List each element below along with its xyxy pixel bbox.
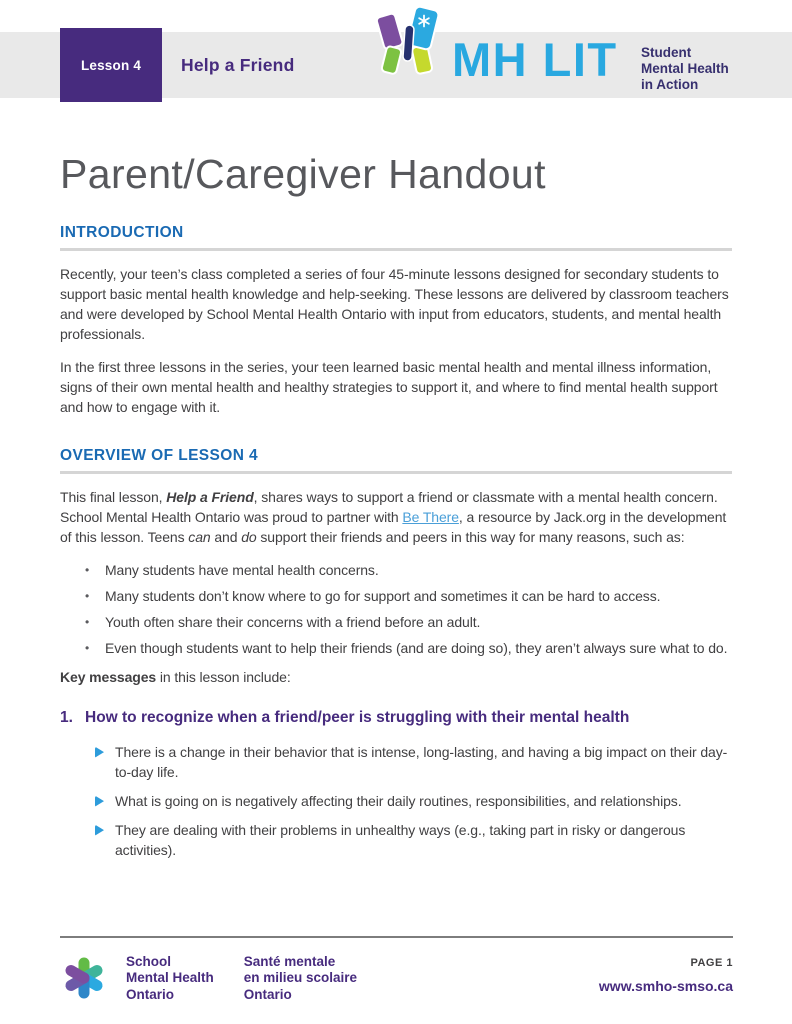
key-message-1-heading bbox=[60, 708, 732, 727]
overview-paragraph bbox=[60, 487, 732, 547]
list-item bbox=[60, 586, 732, 606]
overview-heading: OVERVIEW OF LESSON 4 bbox=[60, 447, 259, 465]
key-messages-text: in this lesson include: bbox=[156, 669, 291, 686]
list-item-text: Many students have mental health concerns. bbox=[105, 562, 379, 579]
section-rule bbox=[60, 471, 732, 474]
org-en-line: Mental Health bbox=[126, 970, 214, 986]
tagline-line-3: in Action bbox=[641, 76, 699, 92]
overview-text: , shares ways to support a friend or classmate with a mental health concern. School Mental Health Ontario was proud to partner with bbox=[60, 489, 718, 526]
list-item bbox=[60, 742, 732, 782]
smho-asterisk-icon bbox=[60, 953, 108, 1008]
list-item-text: What is going on is negatively affecting their daily routines, responsibilities, and relationships. bbox=[115, 792, 682, 809]
lesson-title: Help a Friend bbox=[181, 54, 295, 75]
list-item bbox=[60, 820, 732, 860]
arrow-bullet-icon bbox=[95, 820, 115, 860]
dot-bullet-icon: • bbox=[85, 641, 90, 656]
key-messages-label: Key messages bbox=[60, 669, 157, 686]
be-there-link[interactable]: Be There bbox=[402, 509, 459, 526]
introduction-paragraph-2: In the first three lessons in the series, your teen learned basic mental health and mental illness information, signs of their own mental health and healthy strategies to support it, and where to find mental health support and how to engage with it. bbox=[60, 359, 718, 416]
page-title: Parent/Caregiver Handout bbox=[60, 151, 546, 197]
footer bbox=[60, 936, 733, 1008]
org-name-french bbox=[244, 954, 357, 1003]
introduction-paragraph-1: Recently, your teen’s class completed a series of four 45-minute lessons designed for secondary students to support basic mental health knowledge and help-seeking. These lessons are delivered by classroom teachers and were developed by School Mental Health Ontario with input from educators, students, and mental health professionals. bbox=[60, 266, 729, 343]
main-content bbox=[60, 0, 732, 869]
italic-do: do bbox=[241, 529, 257, 546]
list-item-text: Many students don’t know where to go for support and sometimes it can be hard to access. bbox=[105, 588, 661, 605]
org-en-line: School bbox=[126, 954, 172, 969]
list-item bbox=[60, 560, 732, 580]
italic-can: can bbox=[188, 529, 211, 546]
tagline-line-1: Student bbox=[641, 45, 692, 60]
list-item-text: Even though students want to help their friends (and are doing so), they aren’t always sure what to do. bbox=[105, 640, 728, 657]
arrow-bullet-icon bbox=[95, 791, 115, 811]
org-en-line: Ontario bbox=[126, 986, 175, 1002]
org-fr-line: en milieu scolaire bbox=[243, 970, 358, 986]
footer-right bbox=[599, 957, 733, 994]
overview-text: support their friends and peers in this way for many reasons, such as: bbox=[256, 529, 685, 546]
org-fr-line: Santé mentale bbox=[243, 954, 336, 969]
overview-text: and bbox=[210, 529, 242, 546]
overview-text: , a resource by Jack.org in the development of this lesson. Teens bbox=[60, 509, 727, 546]
dot-bullet-icon: • bbox=[85, 589, 90, 604]
list-item-text: There is a change in their behavior that is intense, long-lasting, and having a big impact on their day-to-day life. bbox=[115, 743, 728, 780]
website-url: www.smho-smso.ca bbox=[598, 978, 733, 994]
introduction-heading: INTRODUCTION bbox=[60, 224, 184, 242]
key-message-number: 1. bbox=[60, 709, 73, 727]
dot-bullet-icon: • bbox=[85, 615, 90, 630]
arrow-bullet-icon bbox=[95, 742, 115, 782]
overview-text: This final lesson, bbox=[60, 489, 167, 506]
tagline-line-2: Mental Health bbox=[641, 60, 729, 76]
org-name-english bbox=[126, 954, 214, 1003]
lesson-name-emphasis: Help a Friend bbox=[166, 489, 254, 506]
list-item bbox=[60, 638, 732, 658]
list-item bbox=[60, 612, 732, 632]
org-fr-line: Ontario bbox=[243, 986, 292, 1002]
list-item bbox=[60, 791, 732, 811]
dot-bullet-icon: • bbox=[85, 563, 90, 578]
lesson-badge-label: Lesson 4 bbox=[80, 57, 142, 73]
section-rule bbox=[60, 248, 732, 251]
list-item-text: They are dealing with their problems in unhealthy ways (e.g., taking part in risky or dangerous activities). bbox=[115, 821, 686, 858]
list-item-text: Youth often share their concerns with a friend before an adult. bbox=[105, 614, 481, 631]
reasons-list bbox=[60, 560, 732, 658]
key-message-title: How to recognize when a friend/peer is struggling with their mental health bbox=[85, 709, 630, 727]
mhlit-wordmark: MH LIT bbox=[452, 33, 618, 86]
key-messages-line bbox=[60, 667, 732, 687]
recognize-points-list bbox=[60, 742, 732, 860]
page-number: PAGE 1 bbox=[690, 957, 733, 969]
